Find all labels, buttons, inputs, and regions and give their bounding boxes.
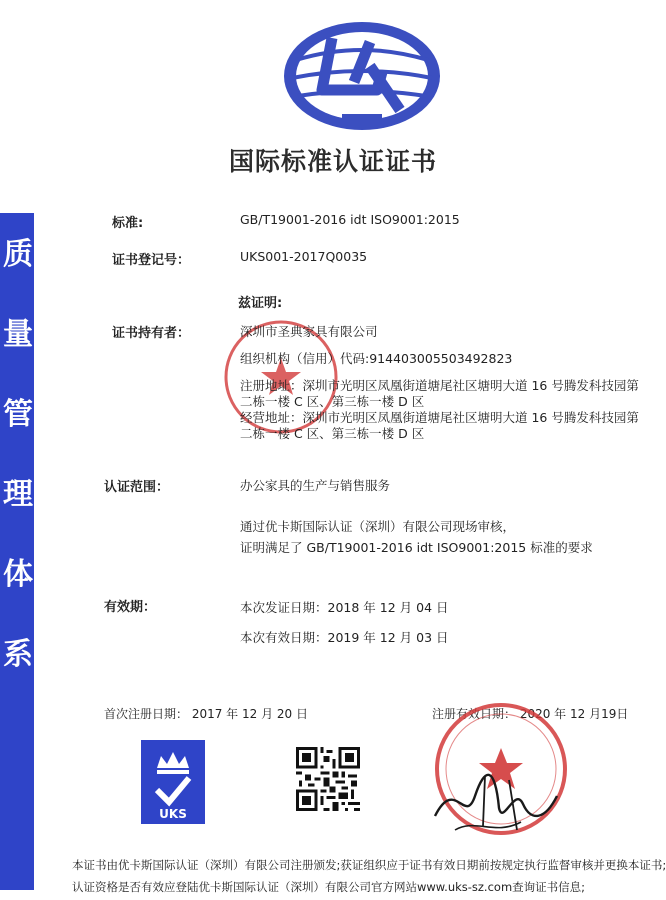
reg-address-line1: 注册地址：深圳市光明区凤凰街道塘尾社区塘明大道 16 号腾发科技园第 bbox=[240, 378, 639, 393]
footer-line: 认证资格是否有效应登陆优卡斯国际认证（深圳）有限公司官方网站www.uks-sz.com查询证书信息; bbox=[72, 880, 586, 894]
qr-code-icon bbox=[296, 746, 360, 812]
registration-valid-date: 注册有效日期： 2020 年 12 月19日 bbox=[432, 707, 629, 721]
footer-line: 本证书由优卡斯国际认证（深圳）有限公司注册颁发;获证组织应于证书有效日期前按规定执行监督审核并更换本证书; bbox=[72, 858, 666, 872]
side-char: 体 bbox=[3, 557, 33, 592]
side-char: 量 bbox=[3, 317, 33, 352]
reg-number-value: UKS001-2017Q0035 bbox=[240, 249, 368, 264]
validity-label: 有效期： bbox=[104, 600, 157, 615]
side-char: 质 bbox=[3, 237, 33, 272]
op-address-line1: 经营地址：深圳市光明区凤凰街道塘尾社区塘明大道 16 号腾发科技园第 bbox=[240, 410, 639, 425]
audit-line2: 证明满足了 GB/T19001-2016 idt ISO9001:2015 标准的要求 bbox=[240, 540, 593, 555]
uks-badge-text: UKS bbox=[159, 807, 187, 821]
org-code: 组织机构（信用）代码:914403005503492823 bbox=[240, 351, 513, 366]
scope-label: 认证范围： bbox=[104, 480, 170, 495]
issue-date: 本次发证日期：2018 年 12 月 04 日 bbox=[240, 600, 449, 615]
certificate-title: 国际标准认证证书 bbox=[228, 147, 437, 176]
signature bbox=[425, 756, 565, 844]
holder-name: 深圳市圣典家具有限公司 bbox=[240, 324, 378, 339]
side-char: 管 bbox=[3, 397, 33, 432]
standard-value: GB/T19001-2016 idt ISO9001:2015 bbox=[240, 212, 460, 227]
standard-label: 标准: bbox=[112, 216, 144, 231]
audit-line1: 通过优卡斯国际认证（深圳）有限公司现场审核， bbox=[240, 519, 516, 534]
attest-text: 兹证明: bbox=[238, 296, 283, 311]
first-registration-date: 首次注册日期： 2017 年 12 月 20 日 bbox=[104, 707, 308, 721]
side-char: 系 bbox=[3, 637, 33, 672]
side-bar-text bbox=[2, 215, 34, 695]
reg-number-label: 证书登记号： bbox=[112, 253, 191, 268]
uks-accreditation-icon bbox=[141, 740, 205, 824]
side-char: 理 bbox=[3, 477, 33, 512]
op-address-line2: 二栋一楼 C 区、第三栋一楼 D 区 bbox=[240, 426, 425, 441]
expiry-date: 本次有效日期：2019 年 12 月 03 日 bbox=[240, 630, 449, 645]
certificate-footer bbox=[72, 854, 666, 898]
reg-address-line2: 二栋一楼 C 区、第三栋一楼 D 区 bbox=[240, 394, 425, 409]
holder-label: 证书持有者： bbox=[112, 326, 191, 341]
scope-value: 办公家具的生产与销售服务 bbox=[240, 478, 391, 493]
uks-globe-logo bbox=[282, 20, 442, 132]
